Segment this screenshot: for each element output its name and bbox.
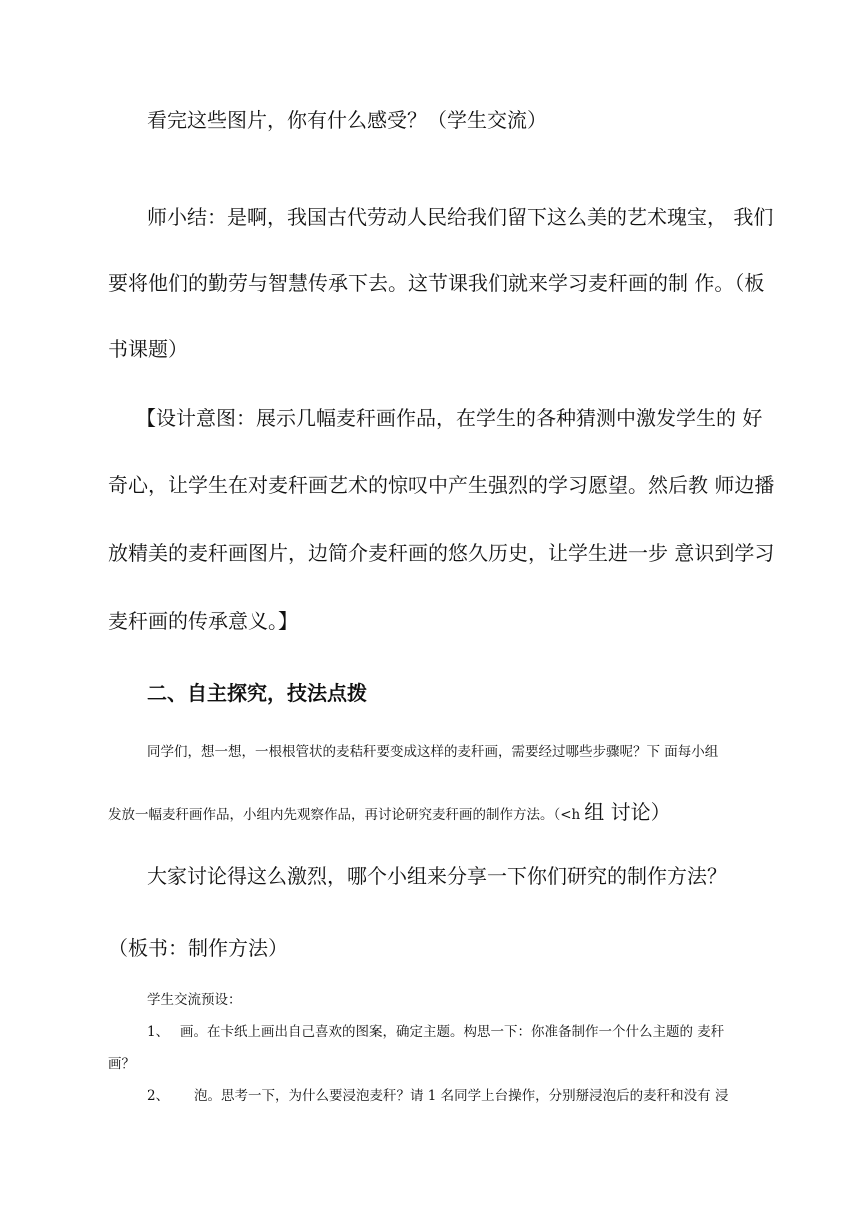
paragraph-group-task-line-2-text: 发放一幅麦秆画作品，小组内先观察作品，再讨论研究麦秆画的制作方法。（<h (108, 807, 581, 823)
list-item-1-line-1: 画。在卡纸上画出自己喜欢的图案，确定主题。构思一下：你准备制作一个什么主题的 麦秆 (180, 1024, 725, 1040)
paragraph-group-task-line-2-tail: 组 讨论） (584, 800, 671, 824)
paragraph-group-task-line-1: 同学们，想一想，一根根管状的麦秸秆要变成这样的麦秆画，需要经过哪些步骤呢？下 面每小组 (147, 744, 719, 760)
paragraph-design-intent-line-3: 放精美的麦秆画图片，边简介麦秆画的悠久历史，让学生进一步 意识到学习 (108, 541, 775, 565)
paragraph-design-intent-line-2: 奇心，让学生在对麦秆画艺术的惊叹中产生强烈的学习愿望。然后教 师边播 (108, 473, 775, 497)
paragraph-blackboard-note: （板书：制作方法） (108, 936, 288, 960)
paragraph-group-task-line-2 (108, 796, 671, 825)
paragraph-design-intent-line-1: 【设计意图：展示几幅麦秆画作品，在学生的各种猜测中激发学生的 好 (136, 406, 763, 430)
section-heading: 二、自主探究，技法点拨 (147, 681, 367, 705)
paragraph-teacher-summary-line-3: 书课题） (108, 337, 188, 361)
paragraph-design-intent-line-4: 麦秆画的传承意义。】 (108, 609, 298, 633)
list-item-1-number: 1、 (147, 1024, 170, 1040)
paragraph-teacher-summary-line-2: 要将他们的勤劳与智慧传承下去。这节课我们就来学习麦秆画的制 作。（板 (108, 271, 765, 295)
paragraph-student-preset: 学生交流预设： (147, 992, 242, 1008)
list-item-1-line-2: 画？ (108, 1056, 135, 1072)
paragraph-reflection-question: 看完这些图片，你有什么感受？（学生交流） (147, 108, 547, 132)
paragraph-share-question: 大家讨论得这么激烈，哪个小组来分享一下你们研究的制作方法？ (147, 864, 727, 888)
list-item-2-line-1: 泡。思考一下，为什么要浸泡麦秆？请 1 名同学上台操作，分别掰浸泡后的麦秆和没有 浸 (194, 1088, 729, 1104)
list-item-2-number: 2、 (147, 1088, 170, 1104)
paragraph-teacher-summary-line-1: 师小结：是啊，我国古代劳动人民给我们留下这么美的艺术瑰宝， 我们 (147, 205, 774, 229)
